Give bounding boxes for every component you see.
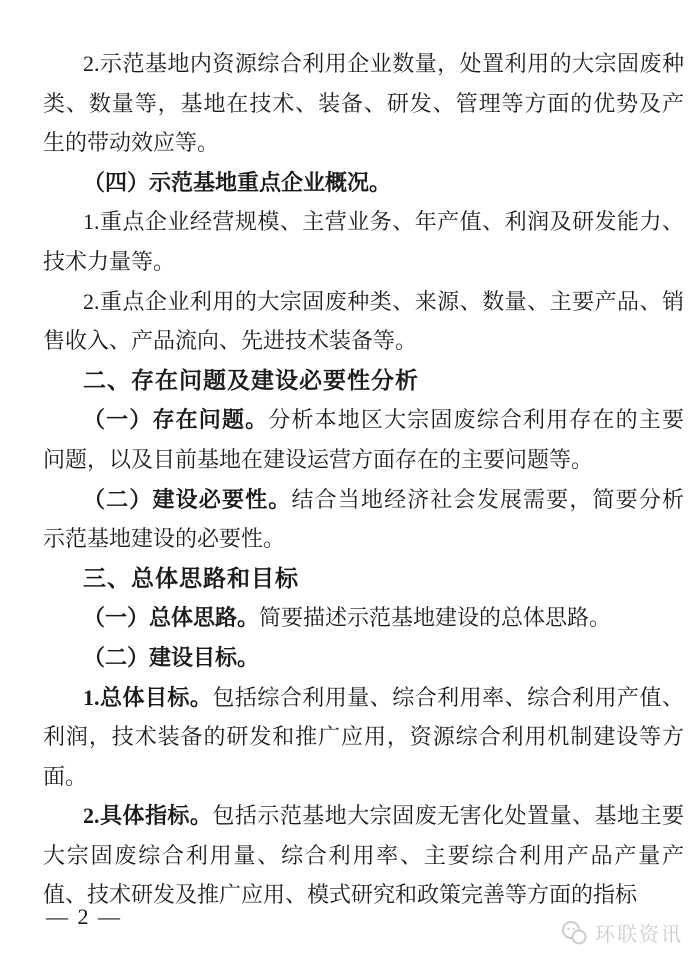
body-text: 面。 [43,763,88,789]
body-text: 利润，技术装备的研发和推广应用，资源综合利用机制建设等方 [43,724,684,750]
text-line [43,757,684,797]
text-line [43,282,684,322]
text-line [43,519,684,559]
text-line [43,44,684,84]
body-text: 2.重点企业利用的大宗固废种类、来源、数量、主要产品、销 [83,288,684,314]
body-text: 问题，以及目前基地在建设运营方面存在的主要问题等。 [43,446,594,472]
text-line [43,480,684,520]
emphasis-text: 三、总体思路和目标 [83,564,299,591]
body-text: 售收入、产品流向、先进技术装备等。 [43,328,418,354]
body-text: 2.示范基地内资源综合利用企业数量，处置利用的大宗固废种 [83,51,684,76]
text-line [43,796,684,836]
text-line [43,598,684,638]
body-text: 值、技术研发及推广应用、模式研究和政策完善等方面的指标 [43,882,638,908]
section-heading-line [43,361,684,401]
body-text: 简要描述示范基地建设的总体思路。 [259,605,612,631]
section-heading-line [43,559,684,599]
body-text: 类、数量等，基地在技术、装备、研发、管理等方面的优势及产 [43,90,684,116]
body-text: 结合当地经济社会发展需要，简要分析 [291,486,684,512]
body-text: 示范基地建设的必要性。 [43,526,286,552]
text-line [43,717,684,757]
body-text: 1.重点企业经营规模、主营业务、年产值、利润及研发能力、 [83,209,684,235]
text-line [43,242,684,282]
emphasis-text: （一）存在问题。 [83,407,269,433]
document-body [43,44,684,915]
text-line [43,123,684,163]
body-text: 生的带动效应等。 [43,130,220,156]
page-footer [46,904,122,930]
emphasis-text: 2.具体指标。 [83,803,213,829]
emphasis-text: 1.总体目标。 [83,684,213,710]
body-text: 大宗固废综合利用量、综合利用率、主要综合利用产品产量产 [43,842,684,868]
text-line [43,678,684,718]
watermark-text: 环联资讯 [595,924,683,946]
body-text: 技术力量等。 [43,248,176,274]
emphasis-text: （二）建设必要性。 [83,486,292,512]
text-line [43,163,684,203]
emphasis-text: 二、存在问题及建设必要性分析 [83,366,419,393]
emphasis-text: （二）建设目标。 [83,644,260,670]
body-text: 分析本地区大宗固废综合利用存在的主要 [268,407,684,433]
text-line [43,836,684,876]
watermark-logo-icon [560,920,588,946]
emphasis-text: （一）总体思路。 [83,605,260,631]
text-line [43,202,684,242]
body-text: 包括综合利用量、综合利用率、综合利用产值、 [212,684,684,710]
page-number: — 2 — [46,904,122,929]
body-text: 包括示范基地大宗固废无害化处置量、基地主要 [212,803,684,829]
text-line [43,84,684,124]
watermark [560,918,683,947]
text-line [43,440,684,480]
text-line [43,400,684,440]
text-line [43,321,684,361]
text-line [43,875,684,915]
text-line [43,638,684,678]
emphasis-text: （四）示范基地重点企业概况。 [83,169,392,195]
